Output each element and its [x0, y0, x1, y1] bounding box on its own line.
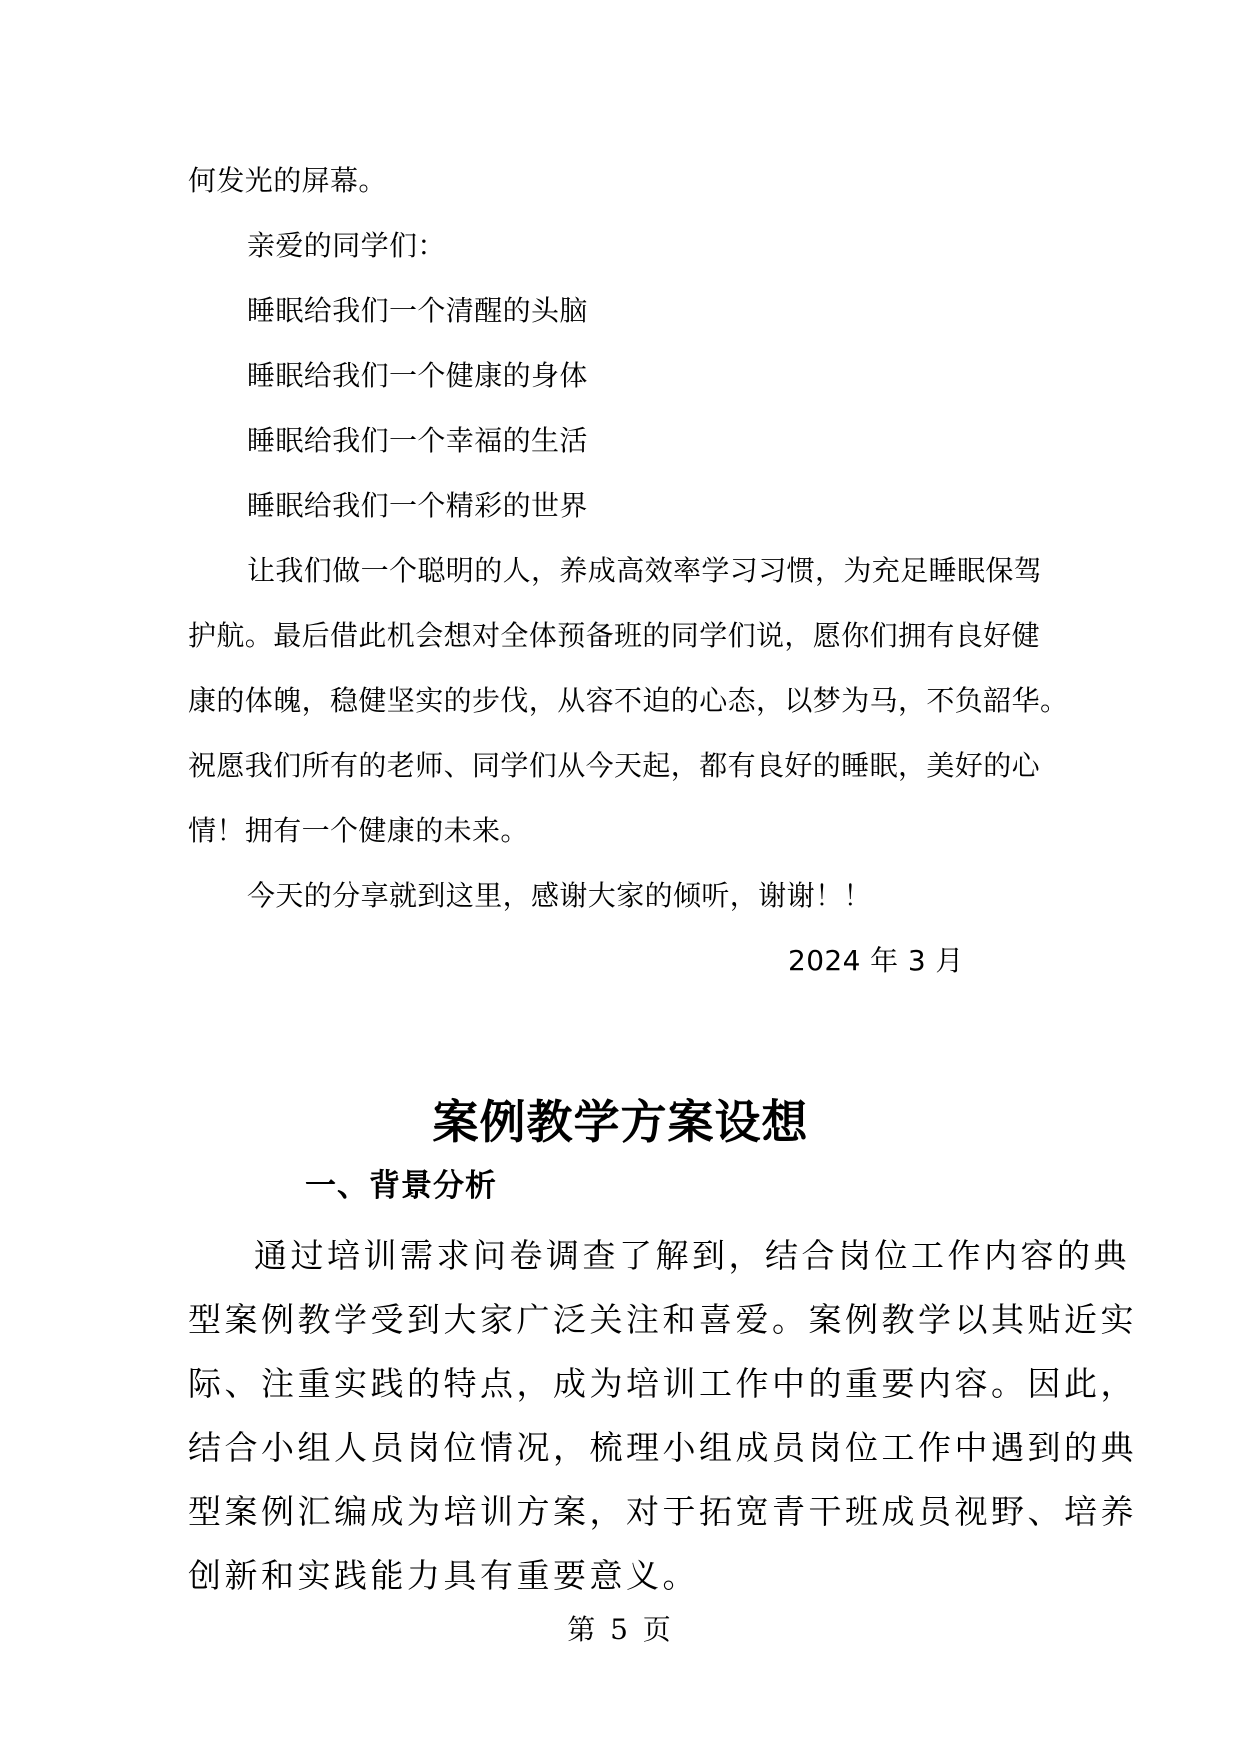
page-number: 第 5 页 [567, 1613, 674, 1646]
paragraph-line: 让我们做一个聪明的人，养成高效率学习习惯，为充足睡眠保驾 [247, 554, 1043, 587]
text-line: 何发光的屏幕。 [188, 164, 387, 197]
paragraph-line: 祝愿我们所有的老师、同学们从今天起，都有良好的睡眠，美好的心 [188, 749, 1041, 782]
date-line: 2024 年 3 月 [788, 944, 964, 977]
body-line: 际、注重实践的特点，成为培训工作中的重要内容。因此， [188, 1364, 1137, 1403]
section-heading: 一、背景分析 [305, 1168, 497, 1204]
greeting-line: 亲爱的同学们： [247, 229, 446, 262]
body-line: 型案例汇编成为培训方案，对于拓宽青干班成员视野、培养 [188, 1492, 1137, 1531]
poem-line: 睡眠给我们一个幸福的生活 [247, 424, 588, 457]
body-line: 型案例教学受到大家广泛关注和喜爱。案例教学以其贴近实 [188, 1300, 1137, 1339]
poem-line: 睡眠给我们一个精彩的世界 [247, 489, 588, 522]
body-line: 创新和实践能力具有重要意义。 [188, 1556, 699, 1595]
paragraph-line: 康的体魄，稳健坚实的步伐，从容不迫的心态，以梦为马，不负韶华。 [188, 684, 1069, 717]
document-title: 案例教学方案设想 [432, 1095, 809, 1149]
body-line: 通过培训需求问卷调查了解到，结合岗位工作内容的典 [254, 1236, 1130, 1275]
poem-line: 睡眠给我们一个健康的身体 [247, 359, 588, 392]
poem-line: 睡眠给我们一个清醒的头脑 [247, 294, 588, 327]
closing-line: 今天的分享就到这里，感谢大家的倾听，谢谢！！ [247, 879, 872, 912]
paragraph-line: 情！拥有一个健康的未来。 [188, 814, 529, 847]
body-line: 结合小组人员岗位情况，梳理小组成员岗位工作中遇到的典 [188, 1428, 1137, 1467]
paragraph-line: 护航。最后借此机会想对全体预备班的同学们说，愿你们拥有良好健 [188, 619, 1041, 652]
